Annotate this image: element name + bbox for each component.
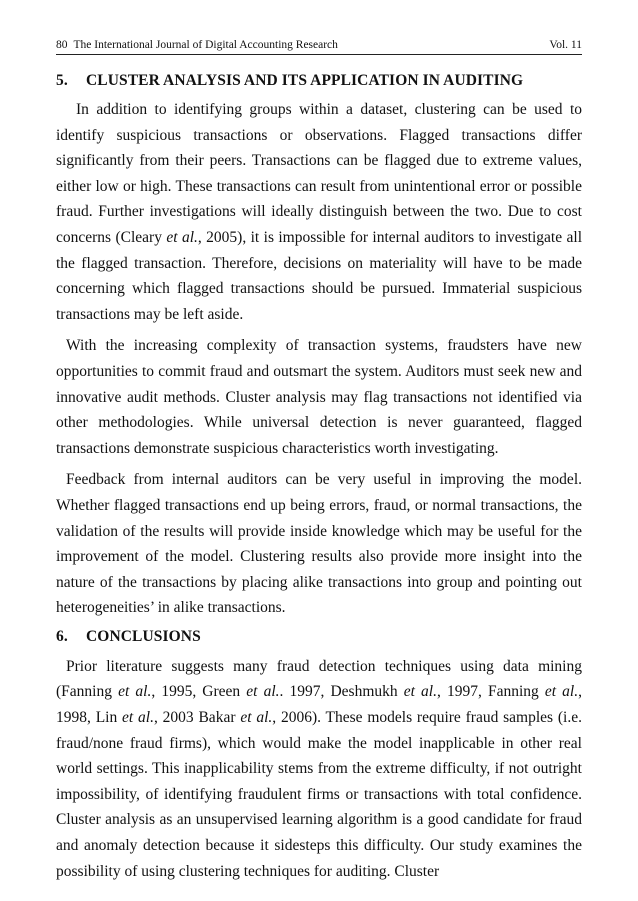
section-5-heading — [56, 70, 582, 92]
section-5-title: CLUSTER ANALYSIS AND ITS APPLICATION IN AUDITING — [86, 72, 524, 89]
running-header — [56, 38, 582, 55]
citation-et-al: et al. — [166, 228, 198, 246]
section-6-title: CONCLUSIONS — [86, 627, 201, 645]
text-run: . 1997, Deshmukh — [279, 683, 404, 701]
citation-et-al: et al. — [118, 683, 152, 701]
citation-et-al: et al. — [246, 683, 280, 701]
citation-et-al: et al. — [122, 709, 154, 727]
citation-et-al: et al. — [403, 683, 437, 701]
journal-title: The International Journal of Digital Accounting Research — [73, 39, 338, 51]
text-run: , 1995, Green — [151, 683, 247, 701]
header-left — [56, 38, 338, 52]
section-6-number: 6. — [56, 627, 68, 645]
text-run: Prior literature suggests many fraud detection techniques using data mining (Fanning — [56, 657, 582, 701]
journal-page — [56, 38, 582, 884]
text-run: , 2003 Bakar — [153, 709, 241, 727]
section-5-paragraph-1 — [56, 97, 582, 327]
text-run: In addition to identifying groups within a dataset, clustering can be used to identify suspicious transactions or observations. Flagged transactions differ significantly from their peers. Transactions can be flagged due to extreme values, either low or high. These transactions can result from unintentional error or possible fraud. Further investigations will ideally distinguish between the two. Due to cost concerns (Cleary — [56, 101, 582, 246]
text-run: , 2006). These models require fraud samples (i.e. fraud/none fraud firms), which would make the model inapplicable in other real world settings. This inapplicability stems from the extreme difficulty, if not outright impossibility, of identifying fraudulent firms or transactions with total confidence. Cluster analysis as an unsupervised learning algorithm is a good candidate for fraud and anomaly detection because it sidesteps this difficulty. Our study examines the possibility of using clustering techniques for auditing. Cluster — [56, 709, 582, 880]
section-6-paragraph-1 — [56, 654, 582, 884]
text-run: , 1997, Fanning — [437, 683, 545, 701]
section-5-paragraph-2: With the increasing complexity of transaction systems, fraudsters have new opportunities to commit fraud and outsmart the system. Auditors must seek new and innovative audit methods. Cluster analysis may flag transactions not identified via other methodologies. While universal detection is never guaranteed, flagged transactions demonstrate suspicious characteristics worth investigating. — [56, 337, 582, 457]
citation-et-al: et al. — [544, 683, 579, 701]
section-5-number: 5. — [56, 72, 68, 89]
text-run: , 2005), it is impossible for internal auditors to investigate all the flagged transaction. Therefore, decisions on materiality will have to be made concerning which flagged transactions should be pursued. Immaterial suspicious transactions may be left aside. — [56, 228, 583, 323]
citation-et-al: et al. — [240, 709, 273, 727]
section-5-paragraph-3: Feedback from internal auditors can be very useful in improving the model. Whether flagged transactions end up being errors, fraud, or normal transactions, the validation of the results will provide inside knowledge which may be useful for the improvement of the model. Clustering results also provide more insight into the nature of the transactions by placing alike transactions into group and pointing out heterogeneities’ in alike transactions. — [56, 471, 582, 617]
page-number: 80 — [56, 39, 68, 51]
volume-label: Vol. 11 — [549, 39, 582, 51]
text-run: , 1998, Lin — [56, 683, 582, 727]
section-6-heading — [56, 626, 582, 648]
